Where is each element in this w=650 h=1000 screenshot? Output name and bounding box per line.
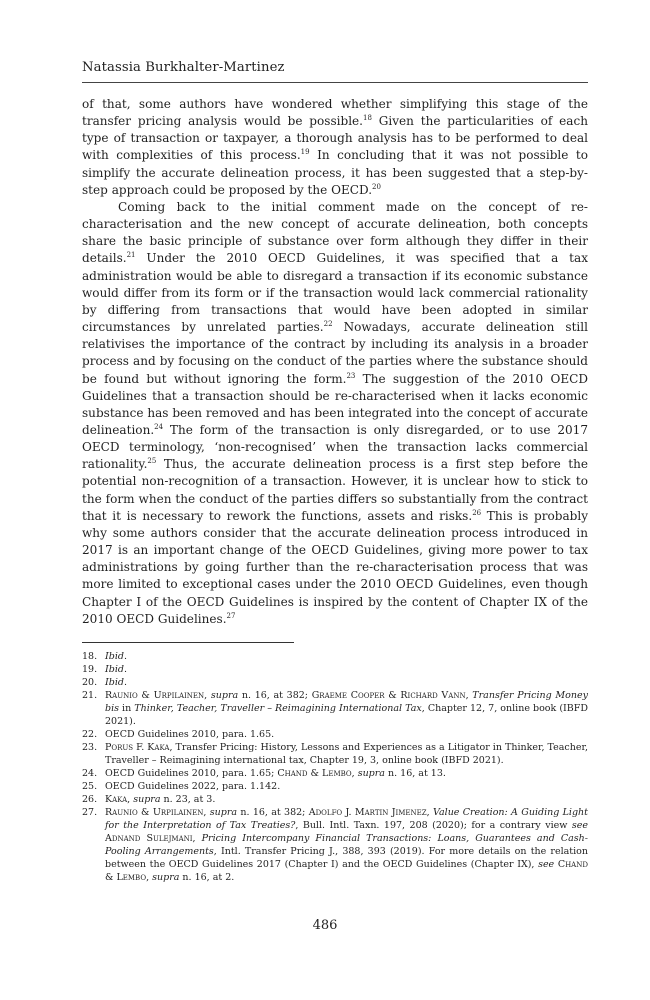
author-name: Raunio & Urpilainen <box>105 690 205 701</box>
page-number: 486 <box>312 918 338 933</box>
author-name: Porus F. Kaka <box>105 742 170 753</box>
italic-text: Ibid <box>105 677 124 688</box>
text-run: . <box>123 677 127 688</box>
italic-text: Pricing Intercompany Financial Transactions: Loans, Guarantees and Cash-Pooling Arrangements <box>105 833 588 857</box>
italic-text: Ibid <box>105 664 124 675</box>
footnote-ref: 21 <box>126 251 136 260</box>
text-run: The suggestion of the 2010 OECD Guidelines that a transaction should be re-characterised when it lacks economic substance has been removed and has been integrated into the concept of accurate delineation. <box>82 371 588 437</box>
footnote-ref: 22 <box>323 320 333 329</box>
italic-text: supra <box>133 794 161 805</box>
text-run: . <box>123 651 127 662</box>
text-run: , <box>127 794 134 805</box>
text-run: OECD Guidelines 2022, para. 1.142. <box>105 781 281 792</box>
footnote <box>82 676 588 689</box>
text-run: , <box>465 690 473 701</box>
italic-text: Transfer Pricing Money bis <box>105 690 588 714</box>
footnote-ref: 24 <box>154 422 164 431</box>
text-run: , Bull. Intl. Taxn. 197, 208 (2020); for a contrary view <box>295 820 572 831</box>
text-run: The form of the transaction is only disregarded, or to use 2017 OECD terminology, ‘non-recognised’ when the transaction lacks commercial rationality. <box>82 422 588 472</box>
italic-text: supra <box>357 768 385 779</box>
text-run: , <box>204 690 211 701</box>
italic-text: Value Creation: A Guiding Light for the Interpretation of Tax Treaties? <box>105 807 588 831</box>
footnote-ref: 19 <box>300 148 310 157</box>
italic-text: Ibid <box>105 651 124 662</box>
author-name: Raunio & Urpilainen <box>105 807 204 818</box>
footnote-number: 27. <box>82 807 98 818</box>
text-run: n. 16, at 382; <box>237 807 309 818</box>
footnote-ref: 26 <box>472 508 482 517</box>
body-paragraph <box>82 199 588 628</box>
footnote-ref: 18 <box>363 114 372 123</box>
text-run: Nowadays, accurate delineation still relativises the importance of the contract by including its analysis in a broader process and by focusing on the conduct of the parties where the substance should be found but without ignoring the form. <box>82 320 588 386</box>
author-name: Chand & Lembo <box>277 768 352 779</box>
footnote <box>82 806 588 884</box>
footnote <box>82 780 588 793</box>
footnote <box>82 650 588 663</box>
italic-text: supra <box>209 807 238 818</box>
footnote-number: 25. <box>82 781 98 792</box>
footnote-number: 20. <box>82 677 98 688</box>
header-rule <box>82 82 588 83</box>
footnote-ref: 23 <box>346 371 356 380</box>
text-run: OECD Guidelines 2010, para. 1.65. <box>105 729 275 740</box>
text-run: , <box>426 807 433 818</box>
footnote-number: 22. <box>82 729 98 740</box>
italic-text: see <box>571 820 588 831</box>
footnote-number: 18. <box>82 651 98 662</box>
text-run: in <box>119 703 135 714</box>
footnote-number: 24. <box>82 768 98 779</box>
footnote-number: 21. <box>82 690 98 701</box>
italic-text: Thinker, Teacher, Traveller – Reimagining International Tax <box>134 703 422 714</box>
text-run: n. 16, at 13. <box>384 768 446 779</box>
body-paragraph <box>82 96 588 199</box>
footnotes <box>82 650 588 884</box>
italic-text: supra <box>210 690 239 701</box>
body-text <box>82 96 588 628</box>
text-run: Given the particularities of each type of transaction or taxpayer, a thorough analysis has to be performed to deal with complexities of this process. <box>82 114 588 163</box>
author-name: Chand & Lembo <box>105 859 588 883</box>
text-run: n. 16, at 2. <box>179 872 235 883</box>
text-run: , Transfer Pricing: History, Lessons and Experiences as a Litigator in Thinker, Teacher, Traveller – Reimagining international tax, Chapter 19, 3, online book (IBFD 2021). <box>105 742 588 766</box>
text-run: In concluding that it was not possible to simplify the accurate delineation process, it has been suggested that a step-by-step approach could be proposed by the OECD. <box>82 148 589 197</box>
author-name: Adnand Sulejmani <box>105 833 193 844</box>
text-run: n. 23, at 3. <box>160 794 216 805</box>
footnote-ref: 20 <box>372 182 381 191</box>
footnote-number: 26. <box>82 794 98 805</box>
text-run: Under the 2010 OECD Guidelines, it was specified that a tax administration would be able to disregard a transaction if its economic substance would differ from its form or if the transaction would lack commercial rationality by differing from transactions that would have been adopted in similar circumstances by unrelated parties. <box>82 251 588 335</box>
running-head: Natassia Burkhalter-Martinez <box>82 60 285 75</box>
footnote <box>82 741 588 767</box>
footnote-number: 23. <box>82 742 98 753</box>
footnote-ref: 27 <box>226 611 236 620</box>
footnote-ref: 25 <box>147 457 157 466</box>
text-run: , <box>146 872 153 883</box>
text-run: This is probably why some authors consider that the accurate delineation process introduced in 2017 is an important change of the OECD Guidelines, giving more power to tax administrations by going further than the re-characterisation process that was more limited to exceptional cases under the 2010 OECD Guidelines, even though Chapter I of the OECD Guidelines is inspired by the content of Chapter IX of the 2010 OECD Guidelines. <box>82 508 588 626</box>
text-run: Thus, the accurate delineation process is a first step before the potential non-recognition of a transaction. However, it is unclear how to stick to the form when the conduct of the parties differs so substantially from the contract that it is necessary to rework the functions, assets and risks. <box>82 457 588 523</box>
footnote-number: 19. <box>82 664 98 675</box>
author-name: Adolfo J. Martin Jimenez <box>308 807 427 818</box>
text-run: OECD Guidelines 2010, para. 1.65; <box>105 768 278 779</box>
footnote <box>82 728 588 741</box>
author-name: Kaka <box>105 794 128 805</box>
text-run: , <box>351 768 358 779</box>
footnote <box>82 663 588 676</box>
text-run: , <box>203 807 210 818</box>
text-run: , <box>192 833 202 844</box>
text-run: . <box>123 664 127 675</box>
text-run: of that, some authors have wondered whether simplifying this stage of the transfer pricing analysis would be possible. <box>82 97 588 129</box>
text-run: , Chapter 12, 7, online book (IBFD 2021). <box>105 703 588 727</box>
text-run: n. 16, at 382; <box>238 690 312 701</box>
author-name: Graeme Cooper & Richard Vann <box>311 690 466 701</box>
footnote-separator <box>82 642 294 643</box>
text-run: , Intl. Transfer Pricing J., 388, 393 (2019). For more details on the relation between the OECD Guidelines 2017 (Chapter I) and the OECD Guidelines (Chapter IX), <box>105 846 588 870</box>
italic-text: supra <box>152 872 180 883</box>
italic-text: see <box>538 859 555 870</box>
footnote <box>82 767 588 780</box>
text-run: Coming back to the initial comment made on the concept of re-characterisation and the new concept of accurate delineation, both concepts share the basic principle of substance over form although they differ in their details. <box>82 199 588 266</box>
footnote <box>82 689 588 728</box>
footnote <box>82 793 588 806</box>
